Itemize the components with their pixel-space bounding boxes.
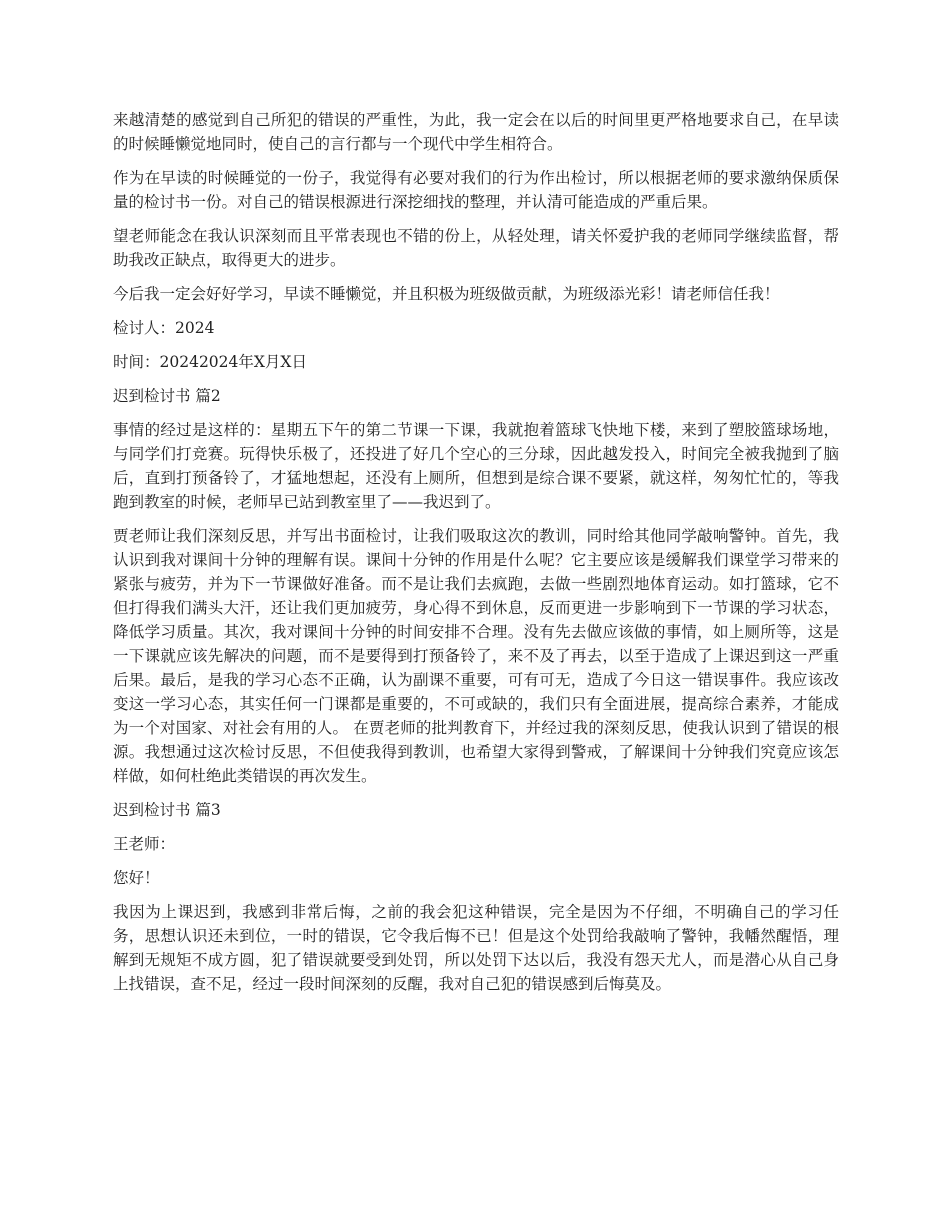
signature-line: 检讨人：2024	[113, 319, 215, 337]
paragraph-promise: 今后我一定会好好学习，早读不睡懒觉，并且积极为班级做贡献，为班级添光彩！请老师信任我！	[113, 285, 780, 303]
paragraph-incident: 事情的经过是这样的：星期五下午的第二节课一下课，我就抱着篮球飞快地下楼，来到了塑胶篮球场地，与同学们打竞赛。玩得快乐极了，还投进了好几个空心的三分球，因此越发投入，时间完全被我抛到了脑后，直到打预备铃了，才猛地想起，还没有上厕所，但想到是综合课不要紧，就这样，匆匆忙忙的，等我跑到教室的时候，老师早已站到教室里了——我迟到了。	[113, 421, 839, 511]
date-line: 时间：20242024年X月X日	[113, 353, 307, 371]
section-heading-2: 迟到检讨书 篇2	[113, 387, 221, 405]
paragraph-analysis: 贾老师让我们深刻反思，并写出书面检讨，让我们吸取这次的教训，同时给其他同学敲响警钟。首先，我认识到我对课间十分钟的理解有误。课间十分钟的作用是什么呢？它主要应该是缓解我们课堂学习带来的紧张与疲劳，并为下一节课做好准备。而不是让我们去疯跑，去做一些剧烈地体育运动。如打篮球，它不但打得我们满头大汗，还让我们更加疲劳，身心得不到休息，反而更进一步影响到下一节课的学习状态，降低学习质量。其次，我对课间十分钟的时间安排不合理。没有先去做应该做的事情，如上厕所等，这是一下课就应该先解决的问题，而不是要得到打预备铃了，来不及了再去，以至于造成了上课迟到这一严重后果。最后，是我的学习心态不正确，认为副课不重要，可有可无，造成了今日这一错误事件。我应该改变这一学习心态，其实任何一门课都是重要的，不可或缺的，我们只有全面进展，提高综合素养，才能成为一个对国家、对社会有用的人。 在贾老师的批判教育下，并经过我的深刻反思，使我认识到了错误的根源。我想通过这次检讨反思，不但使我得到教训，也希望大家得到警戒，了解课间十分钟我们究竟应该怎样做，如何杜绝此类错误的再次发生。	[113, 527, 839, 785]
paragraph-reflection: 作为在早读的时候睡觉的一份子，我觉得有必要对我们的行为作出检讨，所以根据老师的要求激纳保质保量的检讨书一份。对自己的错误根源进行深挖细找的整理，并认清可能造成的严重后果。	[113, 169, 839, 211]
section-heading-3: 迟到检讨书 篇3	[113, 801, 221, 819]
document-page	[113, 108, 839, 1006]
greeting: 您好！	[113, 869, 160, 887]
paragraph-acknowledgement: 来越清楚的感觉到自己所犯的错误的严重性，为此，我一定会在以后的时间里更严格地要求自己，在早读的时候睡懒觉地同时，使自己的言行都与一个现代中学生相符合。	[113, 111, 839, 153]
paragraph-request-leniency: 望老师能念在我认识深刻而且平常表现也不错的份上，从轻处理，请关怀爱护我的老师同学继续监督，帮助我改正缺点，取得更大的进步。	[113, 227, 839, 269]
paragraph-regret: 我因为上课迟到，我感到非常后悔，之前的我会犯这种错误，完全是因为不仔细，不明确自己的学习任务，思想认识还未到位，一时的错误，它令我后悔不已！但是这个处罚给我敲响了警钟，我幡然醒悟，理解到无规矩不成方圆，犯了错误就要受到处罚，所以处罚下达以后，我没有怨天尤人，而是潜心从自己身上找错误，查不足，经过一段时间深刻的反醒，我对自己犯的错误感到后悔莫及。	[113, 903, 839, 993]
salutation: 王老师：	[113, 835, 176, 853]
